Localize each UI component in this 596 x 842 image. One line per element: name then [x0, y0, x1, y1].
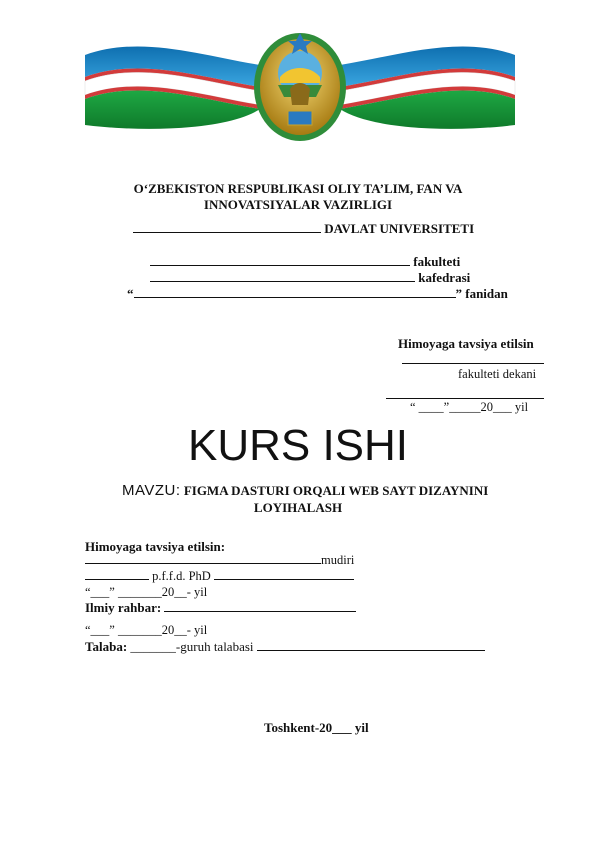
degree-line [85, 569, 354, 584]
advisor-label: Ilmiy rahbar: [85, 600, 162, 615]
approval-signature-blank[interactable] [402, 349, 544, 364]
faculty-label: fakulteti [413, 254, 461, 269]
faculty-line [150, 254, 460, 270]
head-line [85, 553, 354, 568]
subject-label: ” fanidan [455, 286, 508, 301]
student-line [85, 639, 485, 655]
document-title: KURS ISHI [187, 421, 409, 470]
date-line-1: “___” _______20__- yil [85, 585, 208, 599]
dean-label: fakulteti dekani [458, 367, 537, 381]
subject-name-blank[interactable] [134, 297, 456, 298]
bottom-approval-title: Himoyaga tavsiya etilsin: [85, 539, 226, 554]
degree-name-blank[interactable] [85, 579, 149, 580]
approval-title: Himoyaga tavsiya etilsin [398, 336, 534, 351]
topic-text-1: FIGMA DASTURI ORQALI WEB SAYT DIZAYNINI [183, 483, 489, 498]
student-label: Talaba: [85, 639, 128, 654]
flag-left [85, 46, 260, 128]
department-line [150, 270, 470, 286]
ministry-line-2: INNOVATSIYALAR VAZIRLIGI [203, 197, 393, 212]
head-label: mudiri [321, 553, 355, 567]
university-name-blank[interactable] [133, 232, 321, 233]
group-text: _______-guruh talabasi [130, 639, 254, 654]
degree-signature-blank[interactable] [214, 579, 354, 580]
subject-line [127, 286, 508, 302]
head-name-blank[interactable] [85, 563, 321, 564]
flag-right [340, 46, 515, 128]
ministry-line-1: O‘ZBEKISTON RESPUBLIKASI OLIY TA’LIM, FAN VA [133, 181, 463, 196]
university-label: DAVLAT UNIVERSITETI [324, 221, 475, 236]
topic-line-2: LOYIHALASH [253, 500, 343, 515]
advisor-name-blank[interactable] [164, 611, 356, 612]
footer-year-label: yil [351, 720, 369, 735]
footer-city-year [264, 720, 369, 736]
approval-date: “ ____”_____20___ yil [410, 400, 529, 414]
advisor-line [85, 600, 356, 616]
footer-year-blank[interactable]: ___ [332, 720, 352, 735]
department-label: kafedrasi [418, 270, 471, 285]
faculty-name-blank[interactable] [150, 265, 410, 266]
coat-of-arms-icon [254, 33, 346, 141]
topic-line-1 [122, 482, 488, 499]
degree-label: p.f.f.d. PhD [152, 569, 211, 583]
student-name-blank[interactable] [257, 650, 485, 651]
subject-open-quote: “ [127, 286, 134, 301]
footer-city: Toshkent-20 [264, 720, 333, 735]
dean-signature-blank[interactable] [386, 384, 544, 399]
state-emblem-banner [80, 25, 520, 155]
department-name-blank[interactable] [150, 281, 415, 282]
date-line-2: “___” _______20__- yil [85, 623, 208, 637]
university-line [133, 221, 474, 237]
topic-label: MAVZU: [122, 482, 181, 499]
